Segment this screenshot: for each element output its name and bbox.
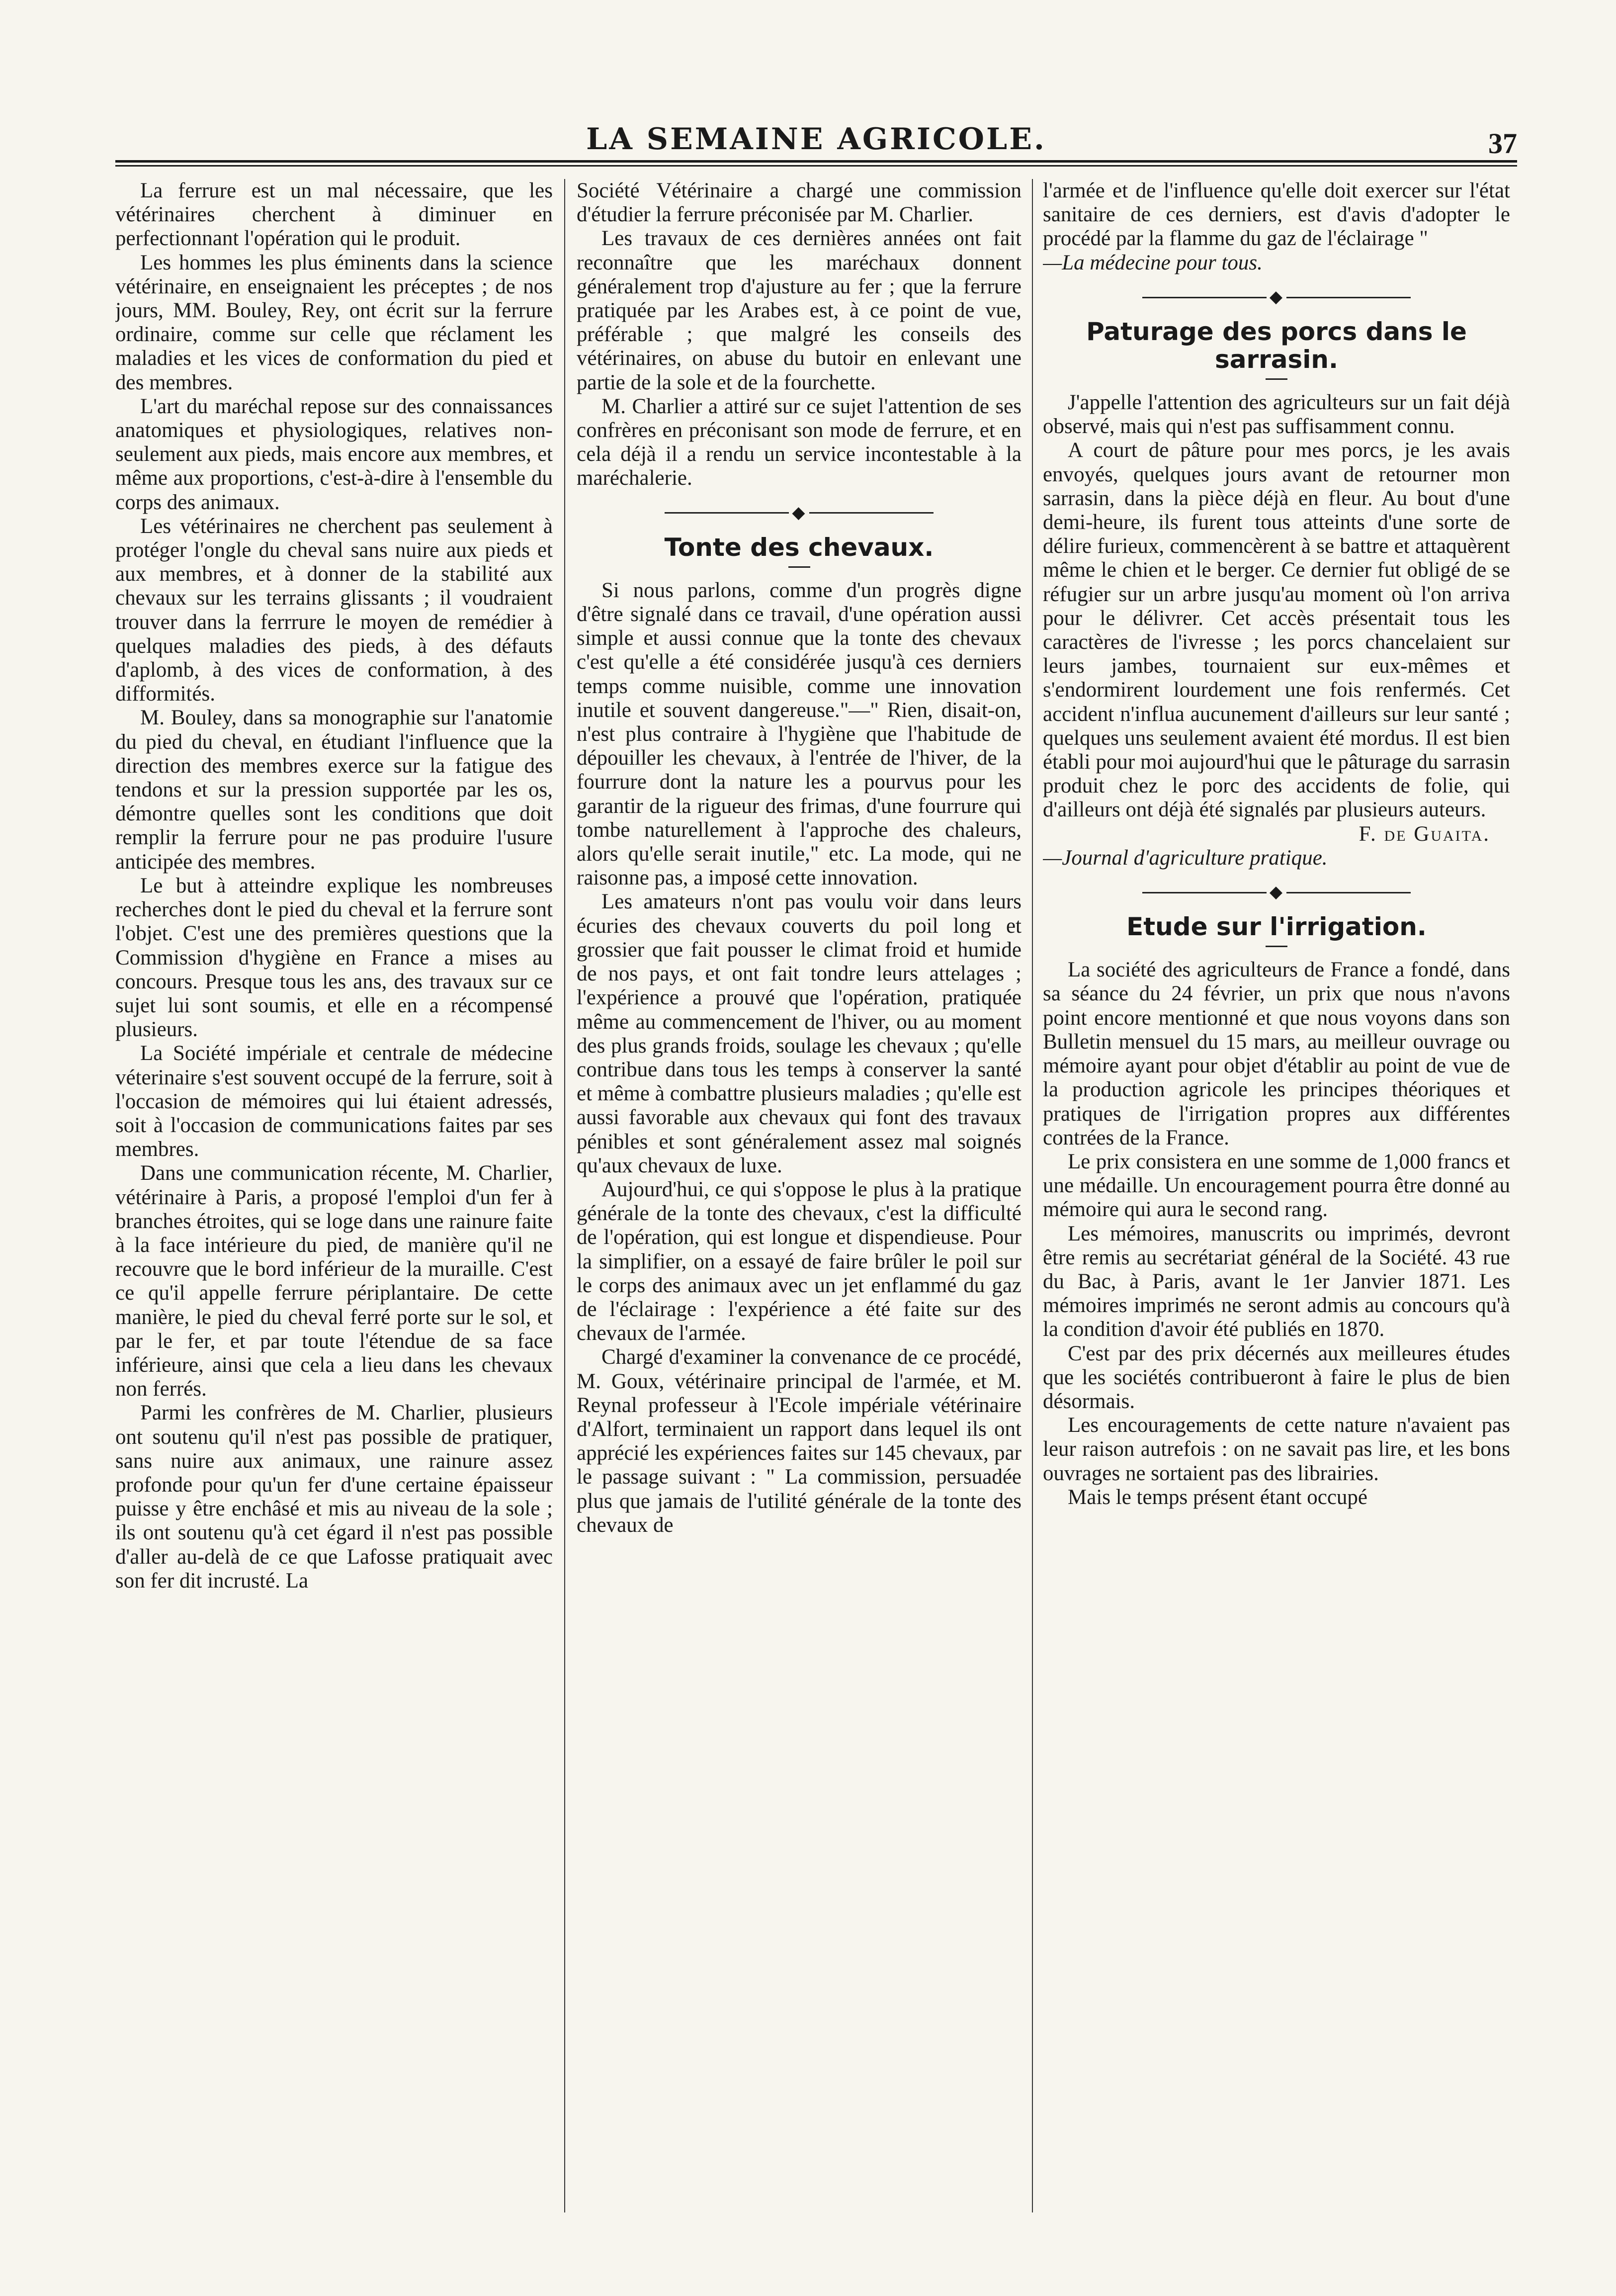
paragraph: l'armée et de l'influence qu'elle doit exercer sur l'état sanitaire de ces derniers, est d'avis d'adopter le procédé par la flamme du gaz de l'éclairage "	[1043, 179, 1510, 251]
section-ornament: ◆	[1043, 883, 1510, 901]
paragraph: M. Charlier a attiré sur ce sujet l'attention de ses confrères en préconisant son mode de ferrure, et en cela déjà il a rendu un service incontestable à la maréchalerie.	[577, 394, 1021, 490]
column-2	[577, 179, 1021, 2212]
paragraph: Société Vétérinaire a chargé une commission d'étudier la ferrure préconisée par M. Charlier.	[577, 179, 1021, 227]
paragraph: La ferrure est un mal nécessaire, que les vétérinaires cherchent à diminuer en perfectionnant l'opération qui le produit.	[115, 179, 553, 251]
section-heading-tonte: Tonte des chevaux.	[664, 532, 934, 562]
paragraph: La Société impériale et centrale de médecine véterinaire s'est souvent occupé de la ferrure, soit à l'occasion de mémoires qui lui étaient adressés, soit à l'occasion de communications faites par ses membres.	[115, 1042, 553, 1161]
paragraph: Les hommes les plus éminents dans la science vétérinaire, en enseignaient les préceptes ; de nos jours, MM. Bouley, Rey, ont écrit sur la ferrure ordinaire, comme sur celle que réclament les maladies et les vices de conformation du pied et des membres.	[115, 251, 553, 394]
column-divider-1	[564, 179, 565, 2212]
section-ornament: ◆	[577, 504, 1021, 522]
column-1	[115, 179, 553, 2212]
paragraph: Parmi les confrères de M. Charlier, plusieurs ont soutenu qu'il n'est pas possible de pratiquer, sans nuire aux animaux, une rainure assez profonde pour qu'un fer d'une certaine épaisseur puisse y être enchâsé et mis au niveau de la sole ; ils ont soutenu qu'à cet égard il n'est pas possible d'aller au-delà de ce que Lafosse pratiquait avec son fer dit incrusté. La	[115, 1401, 553, 1592]
header-rule-thick	[115, 160, 1517, 163]
paragraph: M. Bouley, dans sa monographie sur l'anatomie du pied du cheval, en étudiant l'influence que la direction des membres exerce sur la fatigue des tendons et sur la pression supportée par les os, démontre quelles sont les conditions que doit remplir la ferrure pour ne pas produire l'usure anticipée des membres.	[115, 706, 553, 874]
paragraph: Les vétérinaires ne cherchent pas seulement à protéger l'ongle du cheval sans nuire aux pieds et aux membres, et à donner de la stabilité aux chevaux sur les terrains glissants ; il voudraient trouver dans la ferrrure le moyen de remédier à quelques maladies des pieds, à des défauts d'aplomb, à des vices de conformation, à des difformités.	[115, 514, 553, 706]
column-divider-2	[1032, 179, 1033, 2212]
source-attribution: —Journal d'agriculture pratique.	[1043, 846, 1328, 870]
paragraph: Les amateurs n'ont pas voulu voir dans leurs écuries des chevaux couverts du poil long et grossier que fait pousser le climat froid et humide de nos pays, et ont fait tondre leurs attelages ; l'expérience a prouvé que l'opération, pratiquée même au commencement de l'hiver, ou au moment des plus grands froids, soulage les chevaux ; qu'elle contribue dans tous les temps à conserver la santé et même à combattre plusieurs maladies ; qu'elle est aussi favorable aux chevaux qui font des travaux pénibles et sont généralement assez mal soignés qu'aux chevaux de luxe.	[577, 890, 1021, 1177]
paragraph: A court de pâture pour mes porcs, je les avais envoyés, quelques jours avant de retourner mon sarrasin, dans la pièce déjà en fleur. Au bout d'une demi-heure, ils furent tous atteints d'une sorte de délire furieux, commencèrent à se battre et attaquèrent même le chien et le berger. Ce dernier fut obligé de se réfugier sur un arbre jusqu'au moment où l'on arriva pour le délivrer. Cet accès présentait tous les caractères de l'ivresse ; les porcs chancelaient sur leurs jambes, tournaient sur eux-mêmes et s'endormirent lourdement une fois renfermés. Cet accident n'influa aucunement d'ailleurs sur leur santé ; quelques uns seulement avaient été mordus. Il est bien établi pour moi aujourd'hui que le pâturage du sarrasin produit chez le porc des accidents de folie, qui d'ailleurs ont déjà été signalés par plusieurs auteurs.	[1043, 439, 1510, 822]
paragraph: Les travaux de ces dernières années ont fait reconnaître que les maréchaux donnent généralement trop d'ajusture au fer ; que la ferrure pratiquée par les Arabes est, à ce point de vue, préférable ; que malgré les conseils des vétérinaires, on abuse du butoir en enlevant une partie de la sole et de la fourchette.	[577, 227, 1021, 394]
author-signature: F. de Guaita.	[1359, 822, 1490, 846]
section-heading-irrigation: Etude sur l'irrigation.	[1126, 912, 1427, 942]
section-heading-paturage: Paturage des porcs dans le sarrasin.	[1086, 317, 1467, 374]
paragraph: J'appelle l'attention des agriculteurs sur un fait déjà observé, mais qui n'est pas suffisamment connu.	[1043, 391, 1510, 439]
paragraph: Dans une communication récente, M. Charlier, vétérinaire à Paris, a proposé l'emploi d'un fer à branches étroites, qui se loge dans une rainure faite à la face intérieure du pied, de manière qu'il ne recouvre que le bord inférieur de la muraille. C'est ce qu'il appelle ferrure périplantaire. De cette manière, le pied du cheval ferré porte sur le sol, et par le fer, et par toute l'étendue de sa face inférieure, ainsi que cela a lieu dans les chevaux non ferrés.	[115, 1161, 553, 1401]
section-ornament: ◆	[1043, 288, 1510, 306]
heading-dash	[788, 566, 810, 568]
page-header	[115, 122, 1517, 162]
page-number: 37	[1488, 127, 1517, 160]
column-3	[1043, 179, 1510, 2212]
paragraph: Les encouragements de cette nature n'avaient pas leur raison autrefois : on ne savait pas lire, et les bons ouvrages ne sortaient pas des librairies.	[1043, 1413, 1510, 1485]
paragraph: Le but à atteindre explique les nombreuses recherches dont le pied du cheval et la ferrure sont l'objet. C'est une des premières questions que la Commission d'hygiène en France a mises au concours. Presque tous les ans, des travaux sur ce sujet lui sont soumis, et elle en a récompensé plusieurs.	[115, 874, 553, 1042]
paragraph: Chargé d'examiner la convenance de ce procédé, M. Goux, vétérinaire principal de l'armée, et M. Reynal professeur à l'Ecole impériale vétérinaire d'Alfort, terminaient un rapport dans lequel ils ont apprécié les expériences faites sur 145 chevaux, par le passage suivant : " La commission, persuadée plus que jamais de l'utilité générale de la tonte des chevaux de	[577, 1345, 1021, 1537]
header-rule-thin	[115, 165, 1517, 167]
paragraph: Si nous parlons, comme d'un progrès digne d'être signalé dans ce travail, d'une opération aussi simple et aussi connue que la tonte des chevaux c'est qu'elle a été considérée jusqu'à ces derniers temps comme nuisible, comme une innovation inutile et souvent dangereuse."—" Rien, disait-on, n'est plus contraire à l'hygiène que l'habitude de dépouiller les chevaux, à l'entrée de l'hiver, de la fourrure dont la nature les a pourvus pour les garantir de la rigueur des frimas, d'une fourrure qui tombe naturellement à l'approche des chaleurs, alors qu'elle serait inutile," etc. La mode, qui ne raisonne pas, a imposé cette innovation.	[577, 578, 1021, 890]
paragraph: La société des agriculteurs de France a fondé, dans sa séance du 24 février, un prix que nous n'avons point encore mentionné et que nous voyons dans son Bulletin mensuel du 15 mars, au meilleur ouvrage ou mémoire ayant pour objet d'établir au point de vue de la production agricole les principes théoriques et pratiques de l'irrigation propres aux différentes contrées de la France.	[1043, 958, 1510, 1149]
paragraph: Les mémoires, manuscrits ou imprimés, devront être remis au secrétariat général de la Société. 43 rue du Bac, à Paris, avant le 1er Janvier 1871. Les mémoires imprimés ne seront admis au concours qu'à la condition d'avoir été publiés en 1870.	[1043, 1222, 1510, 1341]
paragraph: Mais le temps présent étant occupé	[1068, 1485, 1367, 1509]
paragraph: Le prix consistera en une somme de 1,000 francs et une médaille. Un encouragement pourra être donné au mémoire qui aura le second rang.	[1043, 1149, 1510, 1222]
newspaper-title: LA SEMAINE AGRICOLE.	[586, 122, 1046, 157]
heading-dash	[1266, 946, 1287, 947]
source-attribution: —La médecine pour tous.	[1043, 251, 1263, 274]
paragraph: L'art du maréchal repose sur des connaissances anatomiques et physiologiques, relatives non-seulement aux pieds, mais encore aux membres, et même aux proportions, c'est-à-dire à l'ensemble du corps des animaux.	[115, 394, 553, 514]
paragraph: Aujourd'hui, ce qui s'oppose le plus à la pratique générale de la tonte des chevaux, c'est la difficulté de l'opération, qui est longue et dispendieuse. Pour la simplifier, on a essayé de faire brûler le poil sur le corps des animaux avec un jet enflammé du gaz de l'éclairage : l'expérience a été faite sur des chevaux de l'armée.	[577, 1177, 1021, 1345]
heading-dash	[1266, 378, 1287, 380]
paragraph: C'est par des prix décernés aux meilleures études que les sociétés contribueront à faire le plus de bien désormais.	[1043, 1341, 1510, 1413]
